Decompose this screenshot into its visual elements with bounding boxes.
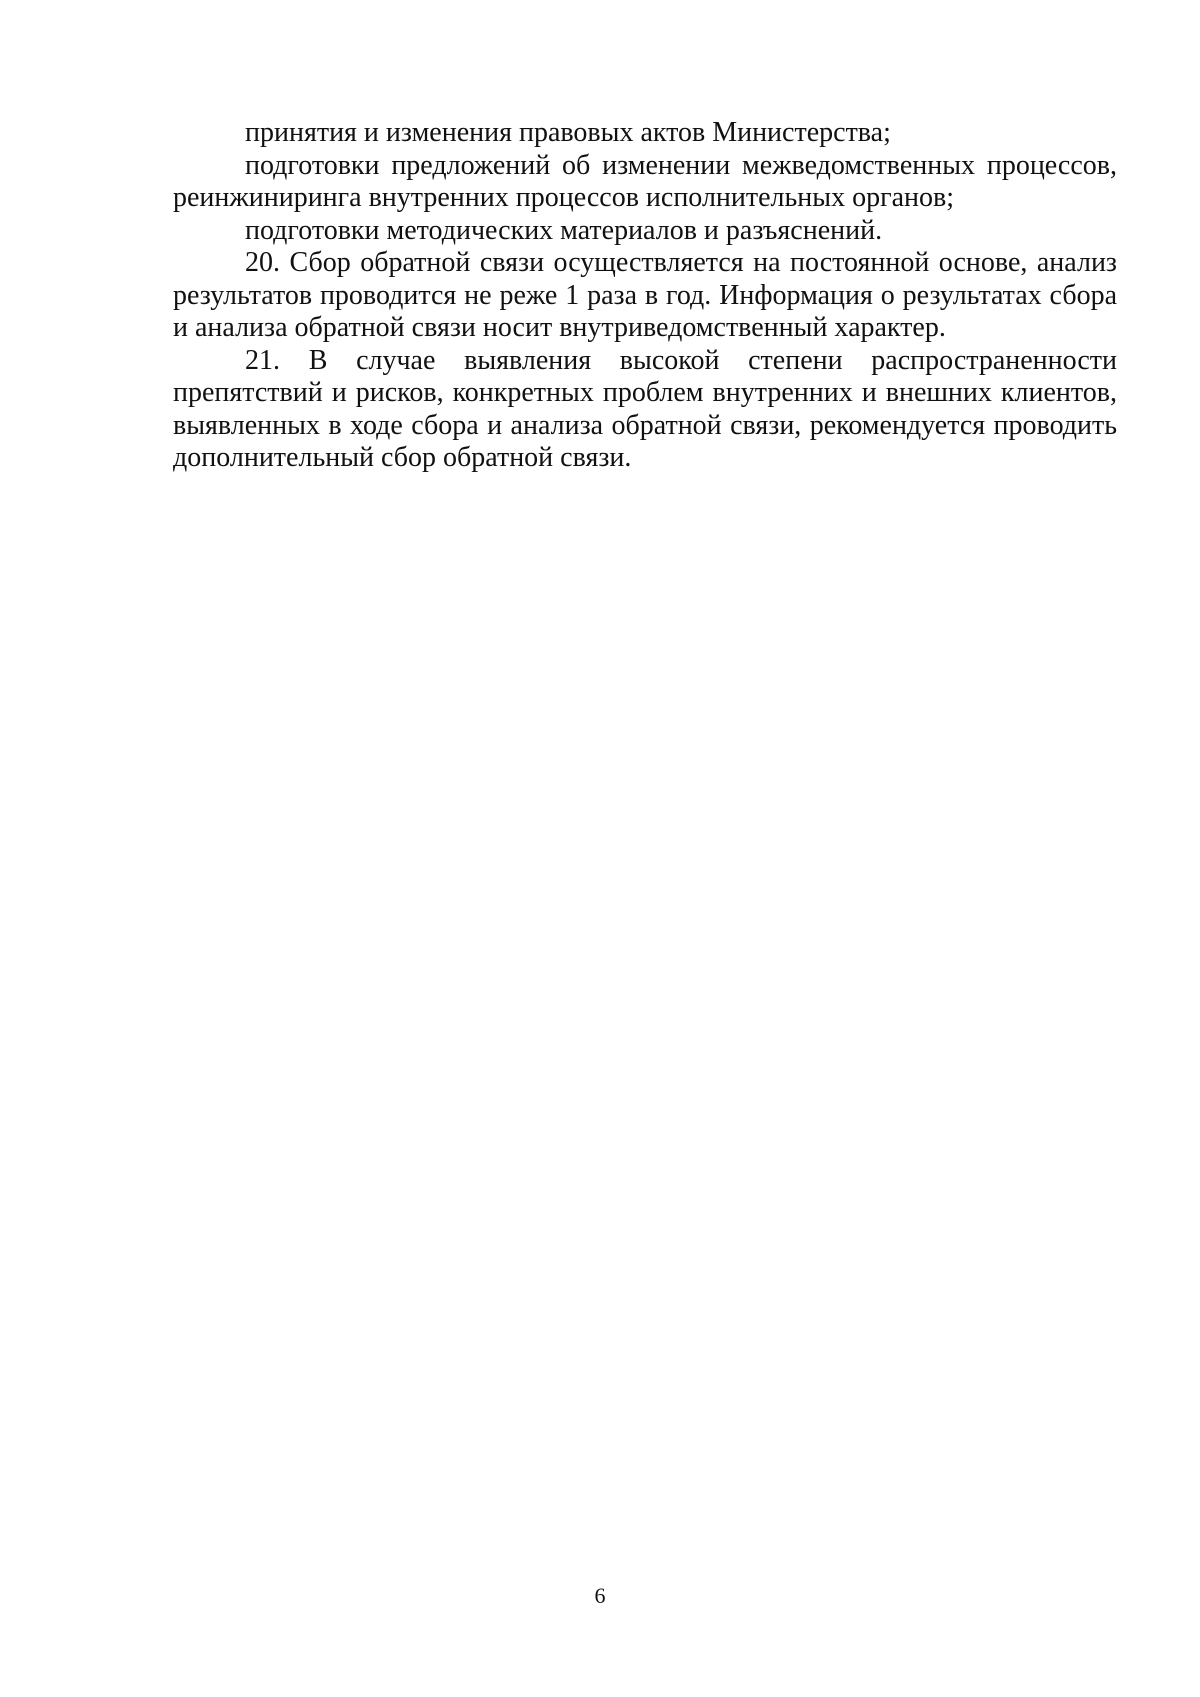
- page-number: 6: [594, 1583, 606, 1608]
- paragraph-process-proposals: подготовки предложений об изменении межведомственных процессов, реинжиниринга внутренних процессов исполнительных органов;: [173, 149, 1117, 213]
- paragraph-item-21: 21. В случае выявления высокой степени распространенности препятствий и рисков, конкретных проблем внутренних и внешних клиентов, выявленных в ходе сбора и анализа обратной связи, рекомендуется проводить дополнительный сбор обратной связи.: [173, 344, 1117, 473]
- paragraph-methodical-materials: подготовки методических материалов и разъяснений.: [245, 214, 883, 246]
- paragraph-item-20: 20. Сбор обратной связи осуществляется на постоянной основе, анализ результатов проводится не реже 1 раза в год. Информация о результатах сбора и анализа обратной связи носит внутриведомственный характер.: [173, 247, 1117, 343]
- document-body: [173, 117, 1117, 475]
- paragraph-legal-acts: принятия и изменения правовых актов Министерства;: [245, 117, 891, 148]
